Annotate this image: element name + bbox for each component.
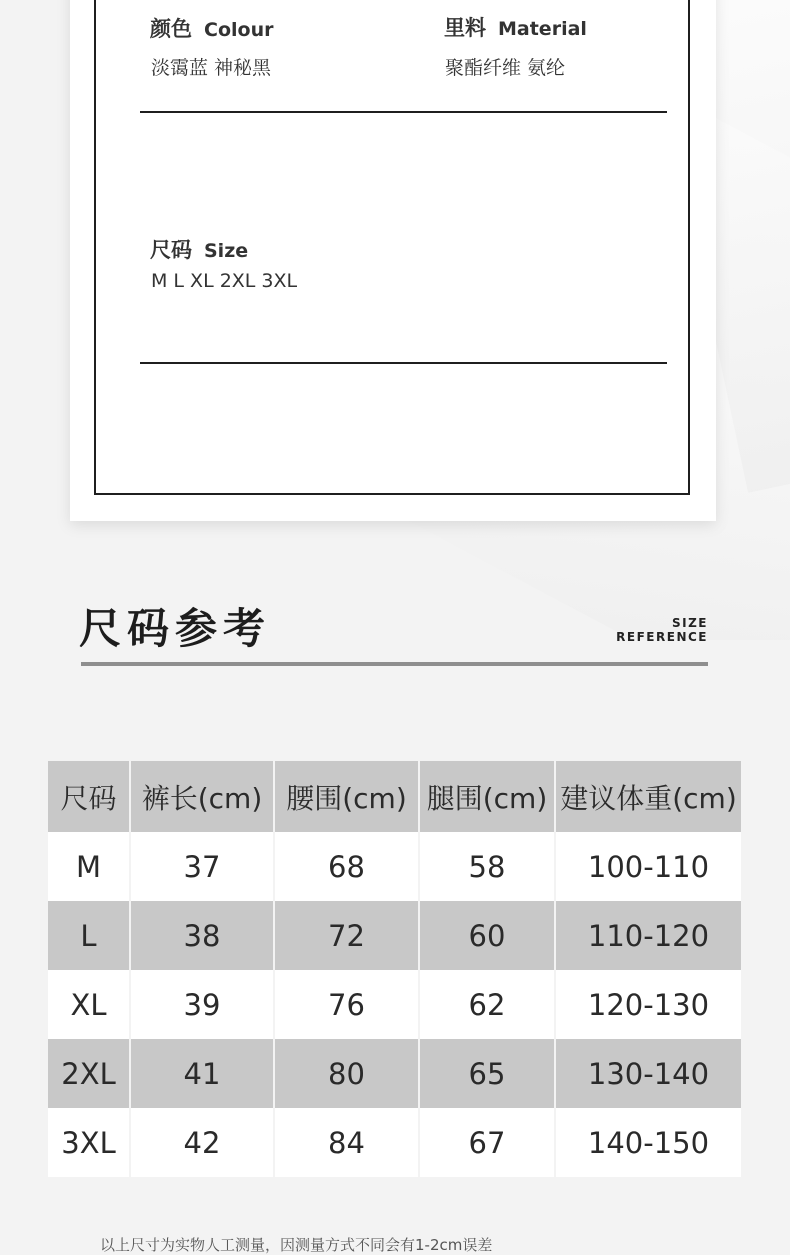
- table-cell: XL: [48, 970, 130, 1039]
- size-reference-title: 尺码参考: [79, 604, 272, 653]
- material-label-en: Material: [498, 18, 587, 40]
- table-header-cell: 裤长(cm): [130, 761, 274, 832]
- table-header-row: [48, 761, 741, 832]
- material-label: [444, 12, 587, 42]
- table-cell: 2XL: [48, 1039, 130, 1108]
- color-label-cn: 颜色: [150, 17, 192, 41]
- table-row: [48, 1039, 741, 1108]
- material-value: 聚酯纤维 氨纶: [445, 57, 566, 79]
- table-cell: 110-120: [555, 901, 741, 970]
- table-row: [48, 1108, 741, 1177]
- color-label-en: Colour: [204, 19, 274, 41]
- table-cell: 130-140: [555, 1039, 741, 1108]
- table-cell: 72: [274, 901, 419, 970]
- table-header-cell: 尺码: [48, 761, 130, 832]
- size-reference-subtitle-line2: REFERENCE: [616, 630, 708, 644]
- table-cell: 76: [274, 970, 419, 1039]
- table-cell: 84: [274, 1108, 419, 1177]
- size-reference-subtitle: [616, 616, 708, 644]
- size-table: [48, 761, 741, 1177]
- material-label-cn: 里料: [444, 16, 486, 40]
- table-cell: 60: [419, 901, 555, 970]
- table-header-cell: 腿围(cm): [419, 761, 555, 832]
- measurement-note: 以上尺寸为实物人工测量，因测量方式不同会有1-2cm误差: [100, 1236, 493, 1254]
- table-cell: 120-130: [555, 970, 741, 1039]
- table-cell: 62: [419, 970, 555, 1039]
- table-row: [48, 832, 741, 901]
- table-cell: 68: [274, 832, 419, 901]
- table-header-cell: 建议体重(cm): [555, 761, 741, 832]
- table-cell: L: [48, 901, 130, 970]
- size-reference-subtitle-line1: SIZE: [671, 616, 708, 630]
- table-cell: 58: [419, 832, 555, 901]
- table-header-cell: 腰围(cm): [274, 761, 419, 832]
- section-divider: [81, 662, 708, 666]
- table-cell: 140-150: [555, 1108, 741, 1177]
- table-cell: M: [48, 832, 130, 901]
- table-cell: 100-110: [555, 832, 741, 901]
- size-label-en: Size: [204, 240, 249, 262]
- table-cell: 65: [419, 1039, 555, 1108]
- table-row: [48, 970, 741, 1039]
- size-label: [150, 234, 248, 264]
- divider: [140, 362, 667, 364]
- table-cell: 39: [130, 970, 274, 1039]
- table-cell: 41: [130, 1039, 274, 1108]
- divider: [140, 111, 667, 113]
- color-label: [150, 13, 273, 43]
- table-cell: 67: [419, 1108, 555, 1177]
- size-value: M L XL 2XL 3XL: [151, 270, 298, 292]
- table-cell: 37: [130, 832, 274, 901]
- table-cell: 38: [130, 901, 274, 970]
- table-cell: 80: [274, 1039, 419, 1108]
- table-row: [48, 901, 741, 970]
- table-cell: 3XL: [48, 1108, 130, 1177]
- color-value: 淡霭蓝 神秘黑: [151, 57, 272, 79]
- spec-card: [70, 0, 716, 521]
- size-label-cn: 尺码: [150, 238, 192, 262]
- table-cell: 42: [130, 1108, 274, 1177]
